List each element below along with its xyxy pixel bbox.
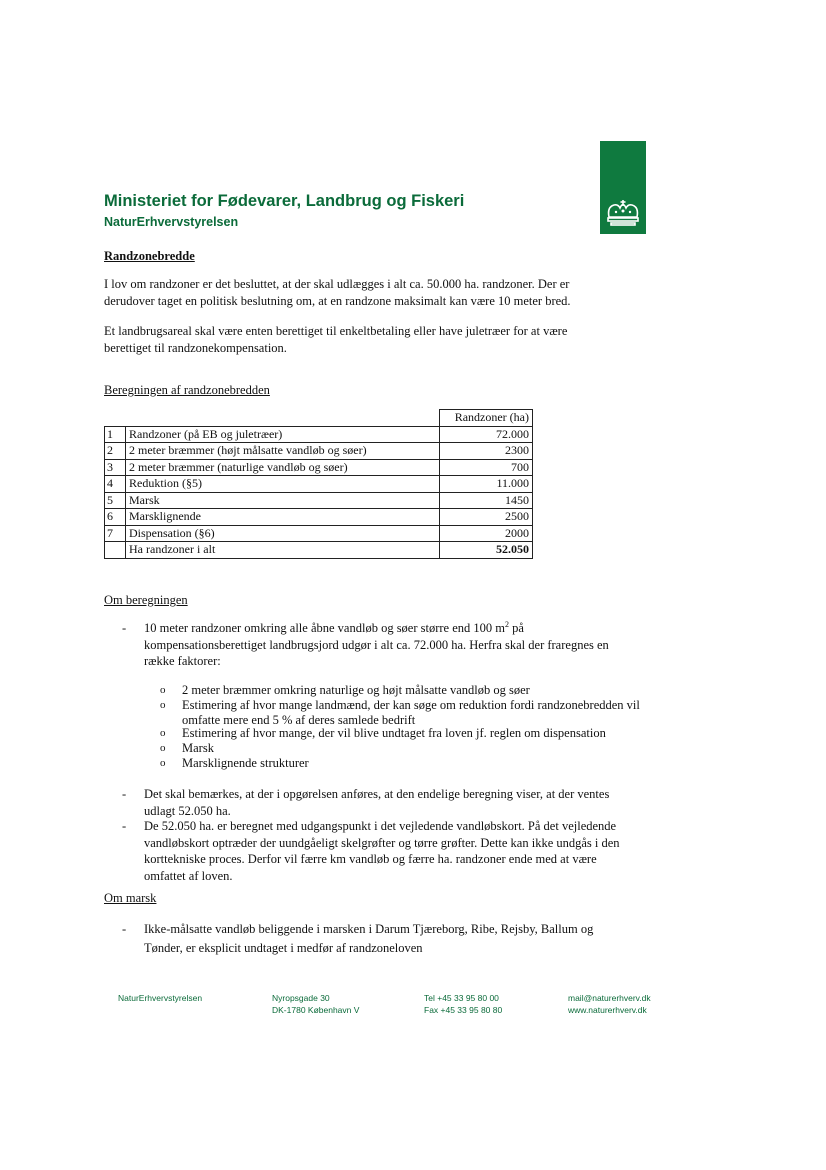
footer-address: Nyropsgade 30 DK-1780 København V [272,993,360,1015]
table-row: 1 Randzoner (på EB og juletræer) 72.000 [105,426,533,443]
table-row: 4 Reduktion (§5) 11.000 [105,476,533,493]
table-row: 7 Dispensation (§6) 2000 [105,525,533,542]
om-beregningen-heading: Om beregningen [104,593,188,607]
section-title: Randzonebredde [104,249,195,263]
footer-org: NaturErhvervstyrelsen [118,993,203,1003]
calc-heading: Beregningen af randzonebredden [104,383,270,397]
intro-paragraph: I lov om randzoner er det besluttet, at der skal udlægges i alt ca. 50.000 ha. randzoner. Der er derudover taget en politisk beslutning om, at en randzone maksimalt kan være 10 meter bred. [104,277,571,308]
agency-name: NaturErhvervstyrelsen [104,215,239,229]
email-link[interactable]: mail@naturerhverv.dk [568,993,651,1003]
table-total-row: Ha randzoner i alt 52.050 [105,542,533,559]
website-link[interactable]: www.naturerhverv.dk [568,1005,647,1015]
randzone-table [104,409,533,559]
crest-logo [600,141,646,234]
table-row: 5 Marsk 1450 [105,492,533,509]
table-row: 6 Marsklignende 2500 [105,509,533,526]
eligibility-paragraph: Et landbrugsareal skal være enten berettiget til enkeltbetaling eller have juletræer for at være berettiget til randzonekompensation. [104,324,568,355]
footer-phone: Tel +45 33 95 80 00 Fax +45 33 95 80 80 [424,993,503,1015]
column-header: Randzoner (ha) [440,410,533,427]
ministry-name: Ministeriet for Fødevarer, Landbrug og Fiskeri [104,192,465,210]
footer-contact [568,992,651,1016]
table-row: 2 2 meter bræmmer (højt målsatte vandløb og søer) 2300 [105,443,533,460]
table-header-row [105,410,533,427]
crown-icon [604,197,642,227]
om-marsk-heading: Om marsk [104,891,157,905]
document-page: Ministeriet for Fødevarer, Landbrug og Fiskeri NaturErhvervstyrelsen Randzonebredde I lov om randzoner er det besluttet, at der skal udlægges i alt ca. 50.000 ha. randzoner. Der er derudover taget en politisk beslutning om, at en randzone maksimalt kan være 10 meter bred. Et landbrugsareal skal være enten berettiget til enkeltbetaling eller have juletræer for at være berettiget til randzonekompensation. Beregningen af randzonebredden Randzoner (ha) 1 Randzoner (på EB og juletræer) 72.000 2 2 meter bræmmer (højt målsatte vandløb og søer) 2300 3 2 meter bræmmer (naturlige vandløb og søer) 700 4 Reduktion (§5) 11.000 5 Marsk 1450 6 Marsklignende 2500 7 Dispensation (§6) 2000 Ha randzoner i alt 52.050 Om beregningen - 10 meter randzoner omkring alle åbne vandløb og søer større end 100 $m^2$ på kompensationsberettiget landbrugsjord udgør i alt ca. 72.000 ha. Herfra skal der fraregnes en række faktorer: o 2 meter bræmmer omkring naturlige og højt målsatte vandløb og søer o Estimering af hvor mange landmænd, der kan søge om reduktion fordi randzonebredden vil omfatte mere end 5 % af deres samlede bedrift o Estimering af hvor mange, der vil blive undtaget fra loven jf. reglen om dispensation o Marsk o Marsklignende strukturer - Det skal bemærkes, at der i opgørelsen anføres, at den endelige beregning viser, at der ventes udlagt 52.050 ha. - De 52.050 ha. er beregnet med udgangspunkt i det vejledende vandløbskort. På det vejledende vandløbskort optræder der uundgåeligt skelgrøfter og tørre grøfter. Dette kan ikke undgås i den korttekniske proces. Derfor vil færre km vandløb og færre ha. randzoner ende med at være omfattet af loven. Om marsk - Ikke-målsatte vandløb beliggende i marsken i Darum Tjæreborg, Ribe, Rejsby, Ballum og Tønder, er eksplicit undtaget i medfør af randzoneloven NaturErhvervstyrelsen Nyropsgade 30 DK-1780 København V Tel +45 33 95 80 00 Fax +45 33 95 80 80 mail@naturerhverv.dk www.naturerhverv.dk [0,0,826,1170]
table-row: 3 2 meter bræmmer (naturlige vandløb og søer) 700 [105,459,533,476]
